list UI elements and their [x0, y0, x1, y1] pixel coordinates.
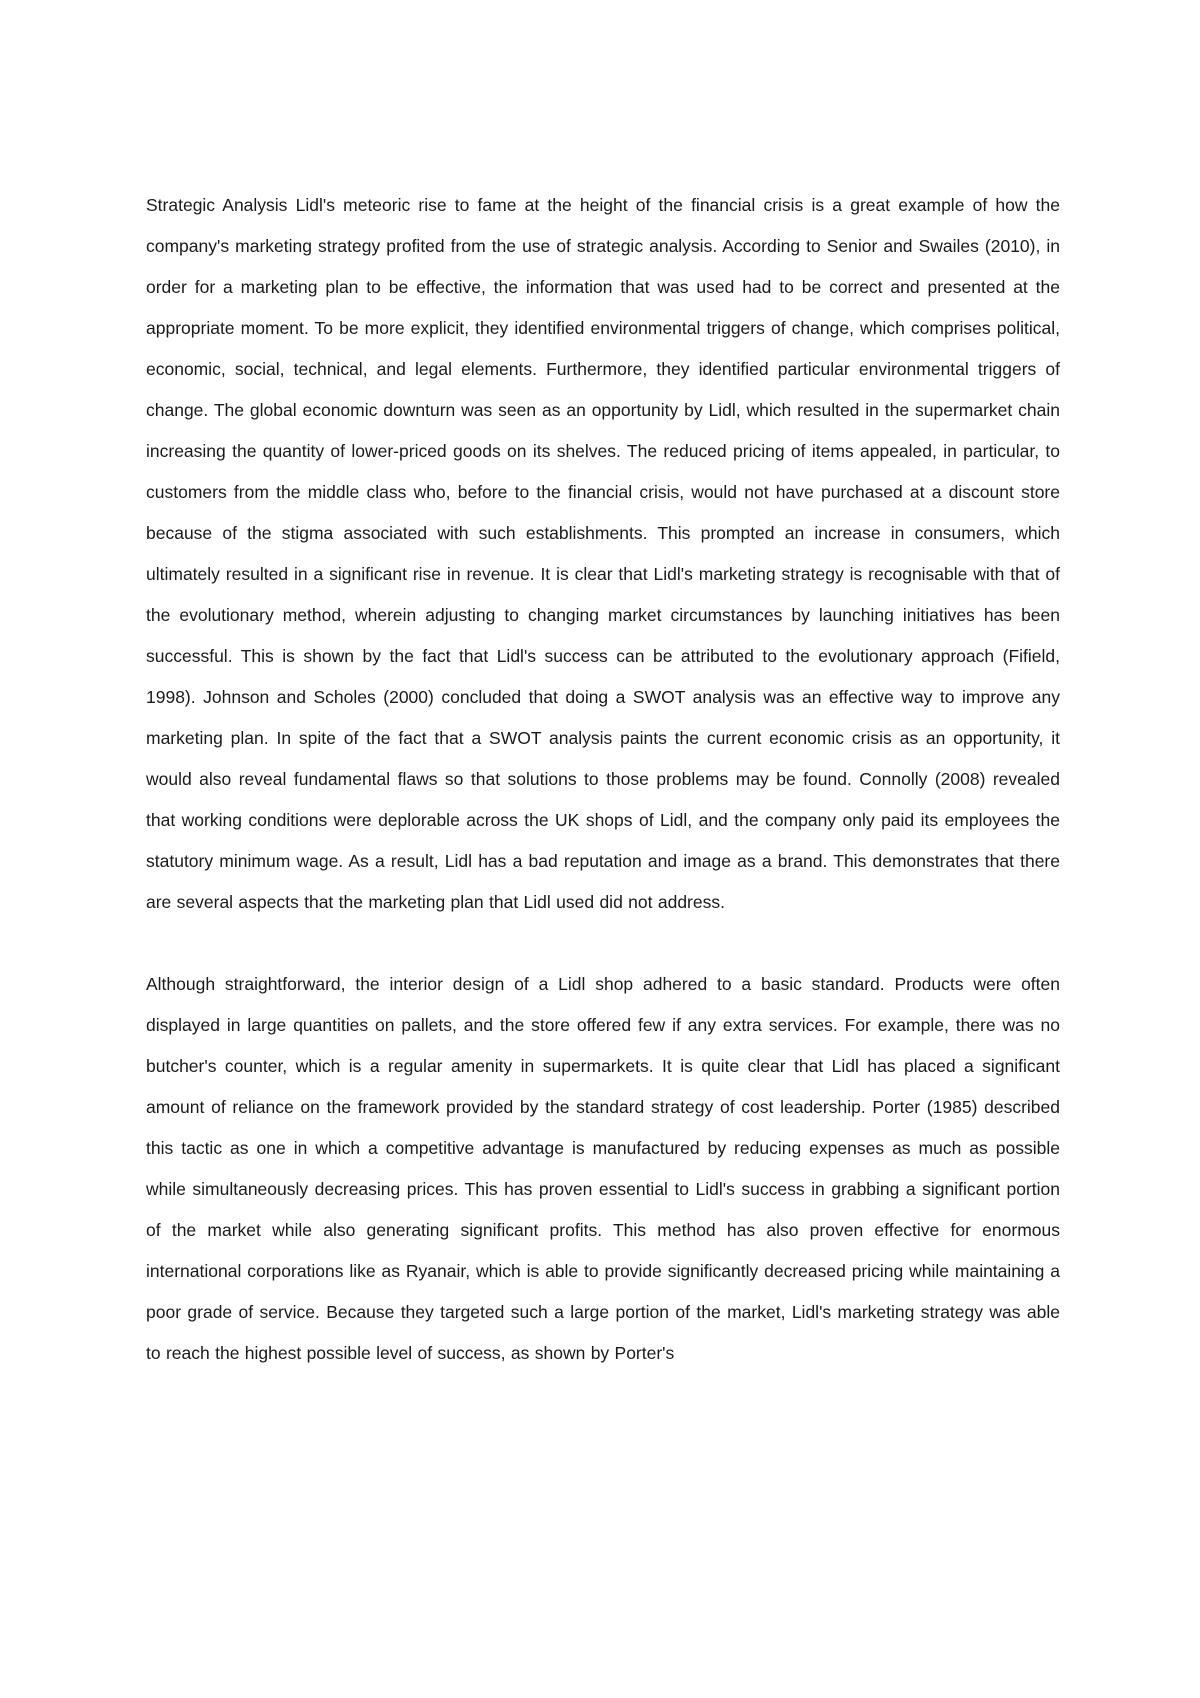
paragraph-strategic-analysis: Strategic Analysis Lidl's meteoric rise to fame at the height of the financial crisis is a great example of how the company's marketing strategy profited from the use of strategic analysis. According to Senior and Swailes (2010), in order for a marketing plan to be effective, the information that was used had to be correct and presented at the appropriate moment. To be more explicit, they identified environmental triggers of change, which comprises political, economic, social, technical, and legal elements. Furthermore, they identified particular environmental triggers of change. The global economic downturn was seen as an opportunity by Lidl, which resulted in the supermarket chain increasing the quantity of lower-priced goods on its shelves. The reduced pricing of items appealed, in particular, to customers from the middle class who, before to the financial crisis, would not have purchased at a discount store because of the stigma associated with such establishments. This prompted an increase in consumers, which ultimately resulted in a significant rise in revenue. It is clear that Lidl's marketing strategy is recognisable with that of the evolutionary method, wherein adjusting to changing market circumstances by launching initiatives has been successful. This is shown by the fact that Lidl's success can be attributed to the evolutionary approach (Fifield, 1998). Johnson and Scholes (2000) concluded that doing a SWOT analysis was an effective way to improve any marketing plan. In spite of the fact that a SWOT analysis paints the current economic crisis as an opportunity, it would also reveal fundamental flaws so that solutions to those problems may be found. Connolly (2008) revealed that working conditions were deplorable across the UK shops of Lidl, and the company only paid its employees the statutory minimum wage. As a result, Lidl has a bad reputation and image as a brand. This demonstrates that there are several aspects that the marketing plan that Lidl used did not address. — [146, 195, 1060, 912]
paragraph-interior-design: Although straightforward, the interior design of a Lidl shop adhered to a basic standard. Products were often displayed in large quantities on pallets, and the store offered few if any extra services. For example, there was no butcher's counter, which is a regular amenity in supermarkets. It is quite clear that Lidl has placed a significant amount of reliance on the framework provided by the standard strategy of cost leadership. Porter (1985) described this tactic as one in which a competitive advantage is manufactured by reducing expenses as much as possible while simultaneously decreasing prices. This has proven essential to Lidl's success in grabbing a significant portion of the market while also generating significant profits. This method has also proven effective for enormous international corporations like as Ryanair, which is able to provide significantly decreased pricing while maintaining a poor grade of service. Because they targeted such a large portion of the market, Lidl's marketing strategy was able to reach the highest possible level of success, as shown by Porter's — [146, 974, 1060, 1363]
document-body — [146, 185, 1060, 1374]
